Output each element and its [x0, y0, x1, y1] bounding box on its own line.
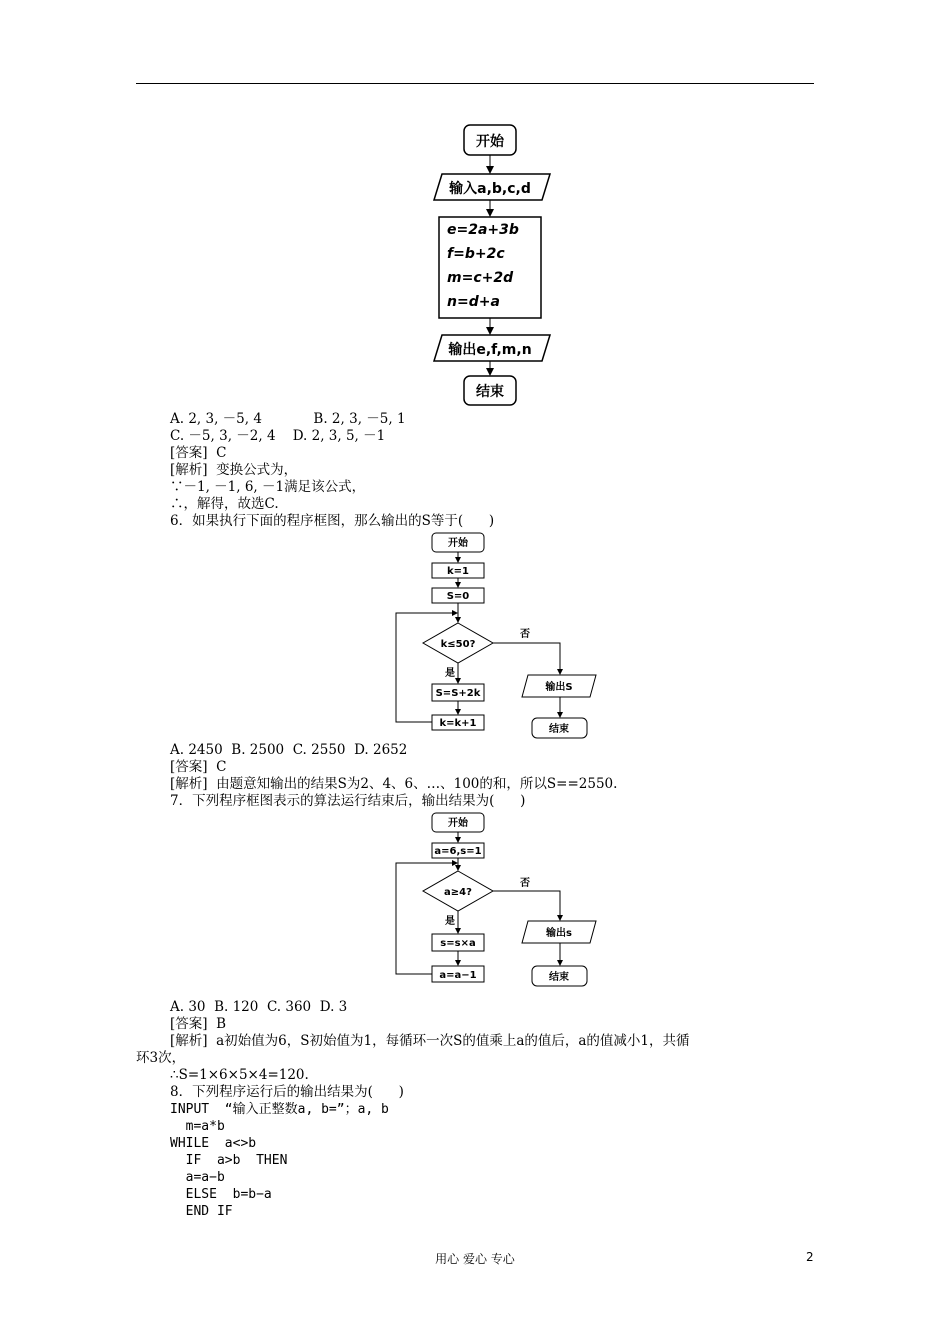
q7-answer: [答案] B [170, 1016, 227, 1032]
code-line: END IF [170, 1204, 233, 1219]
code-line: WHILE a<>b [170, 1136, 257, 1151]
q5-analysis-2: ∵－1, －1, 6, －1满足该公式， [170, 479, 366, 495]
q6-question: 6．如果执行下面的程序框图，那么输出的S等于( ) [170, 513, 495, 529]
q7-question: 7．下列程序框图表示的算法运行结束后，输出结果为( ) [170, 793, 526, 809]
flow3-body2-text: a=a−1 [439, 970, 477, 981]
q5-options-2: C. －5, 3, －2, 4 D. 2, 3, 5, －1 [170, 428, 386, 444]
flow1-end-text: 结束 [476, 384, 504, 400]
flow2-start-text: 开始 [448, 538, 468, 549]
q7-analysis-1: [解析] a初始值为6，S初始值为1，每循环一次S的值乘上a的值后，a的值减小1，共循 [170, 1033, 690, 1049]
flow1-process-line: e=2a+3b [447, 222, 519, 238]
page-number: 2 [806, 1250, 814, 1264]
flow3-no-label: 否 [520, 878, 530, 889]
page-footer: 用心 爱心 专心 [435, 1252, 515, 1266]
flowchart-3 [390, 808, 600, 993]
flow1-process-line: f=b+2c [447, 246, 505, 262]
q6-options: A. 2450 B. 2500 C. 2550 D. 2652 [170, 742, 408, 758]
flow2-condition-text: k≤50? [440, 639, 476, 650]
flow1-process-line: m=c+2d [447, 270, 514, 286]
flow2-init2-text: S=0 [446, 591, 470, 602]
flow2-end-text: 结束 [549, 724, 569, 735]
flow3-body1-text: s=s×a [440, 938, 476, 949]
code-line: ELSE b=b−a [170, 1187, 272, 1202]
flow1-output-text: 输出e,f,m,n [448, 342, 532, 358]
q5-analysis-1: [解析] 变换公式为， [170, 462, 298, 478]
flow1-input-text: 输入a,b,c,d [449, 181, 531, 197]
flow3-condition-text: a≥4? [444, 887, 472, 898]
flow2-body1-text: S=S+2k [435, 688, 481, 699]
flow2-yes-label: 是 [445, 668, 455, 679]
q7-analysis-3: ∴S=1×6×5×4=120. [170, 1067, 309, 1083]
flow2-output-text: 输出S [545, 682, 573, 693]
q7-analysis-2: 环3次， [136, 1050, 186, 1066]
flow3-end-text: 结束 [549, 972, 569, 983]
flow2-init1-text: k=1 [447, 566, 469, 577]
flow3-yes-label: 是 [445, 916, 455, 927]
flowchart-1 [420, 118, 560, 408]
flow3-init-text: a=6,s=1 [434, 846, 482, 857]
code-line: m=a*b [170, 1119, 225, 1134]
flow1-process-line: n=d+a [447, 294, 500, 310]
flow3-output-text: 输出s [546, 928, 572, 939]
code-line: a=a−b [170, 1170, 225, 1185]
header-rule [136, 83, 814, 84]
q5-options-1: A. 2, 3, －5, 4 B. 2, 3, －5, 1 [170, 411, 406, 427]
flow1-start-text: 开始 [476, 134, 504, 150]
flow2-body2-text: k=k+1 [439, 718, 477, 729]
code-line: IF a>b THEN [170, 1153, 288, 1168]
q8-question: 8．下列程序运行后的输出结果为( ) [170, 1084, 404, 1100]
q5-answer: [答案] C [170, 445, 227, 461]
flow3-start-text: 开始 [448, 818, 468, 829]
q5-analysis-3: ∴，解得，故选C. [170, 496, 279, 512]
q6-analysis: [解析] 由题意知输出的结果S为2、4、6、…、100的和，所以S==2550. [170, 776, 618, 792]
q6-answer: [答案] C [170, 759, 227, 775]
flow2-no-label: 否 [520, 629, 530, 640]
code-line: INPUT “输入正整数a, b=”；a, b [170, 1102, 389, 1117]
q7-options: A. 30 B. 120 C. 360 D. 3 [170, 999, 348, 1015]
flowchart-2 [390, 528, 600, 743]
